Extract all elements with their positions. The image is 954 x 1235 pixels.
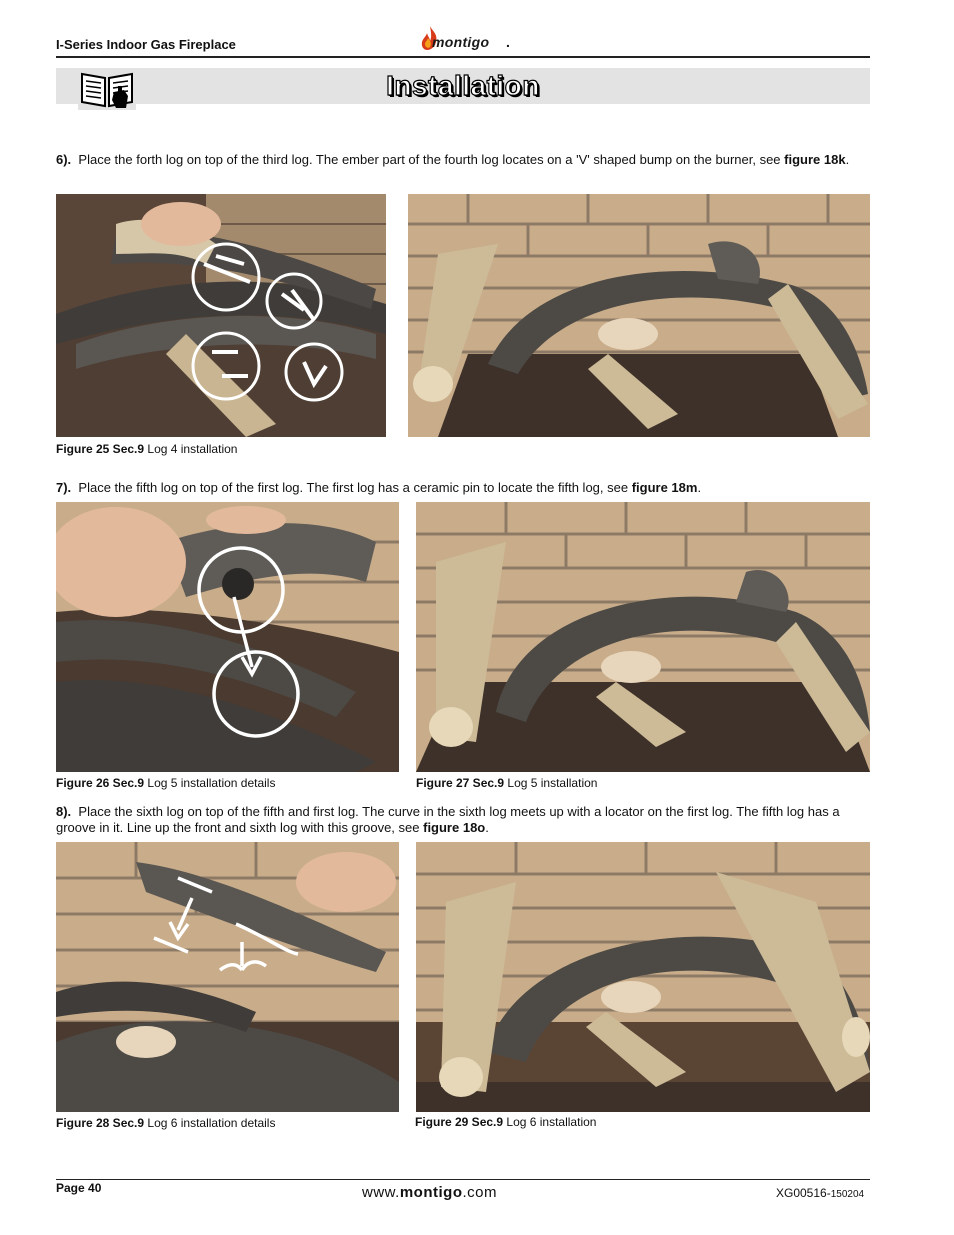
montigo-logo bbox=[418, 24, 518, 54]
header-rule bbox=[56, 56, 870, 58]
footer-rule bbox=[56, 1179, 870, 1180]
figure-28-caption: Figure 28 Sec.9 Log 6 installation details bbox=[56, 1116, 276, 1130]
document-title: I-Series Indoor Gas Fireplace bbox=[56, 37, 236, 52]
figure-29-caption: Figure 29 Sec.9 Log 6 installation bbox=[415, 1115, 597, 1129]
page-number: Page 40 bbox=[56, 1181, 102, 1195]
website-url[interactable]: www.montigo.com bbox=[362, 1184, 498, 1201]
logo-mark: . bbox=[506, 34, 510, 50]
section-title: Installation bbox=[386, 70, 540, 101]
figure-25-caption: Figure 25 Sec.9 Log 4 installation bbox=[56, 442, 238, 456]
step-7-text: 7). Place the fifth log on top of the first log. The first log has a ceramic pin to locate the fifth log, see figure 18m. bbox=[56, 480, 702, 495]
figure-29-photo bbox=[416, 842, 870, 1112]
step-8-text: 8). Place the sixth log on top of the fifth and first log. The curve in the sixth log meets up with a locator on the first log. The fifth log has a groove in it. Line up the front and sixth log with this groove, see figure 18o. bbox=[56, 804, 840, 835]
figure-27-photo bbox=[416, 502, 870, 772]
logo-wordmark: montigo bbox=[432, 34, 490, 50]
figure-25b-photo bbox=[408, 194, 870, 437]
figure-25-photo bbox=[56, 194, 386, 437]
section-banner bbox=[56, 68, 870, 104]
figure-27-caption: Figure 27 Sec.9 Log 5 installation bbox=[416, 776, 598, 790]
document-code: XG00516-150204 bbox=[776, 1186, 865, 1200]
figure-28-photo bbox=[56, 842, 399, 1112]
figure-26-photo bbox=[56, 502, 399, 772]
book-hand-icon bbox=[78, 68, 136, 110]
figure-26-caption: Figure 26 Sec.9 Log 5 installation details bbox=[56, 776, 276, 790]
step-6-text: 6). Place the forth log on top of the third log. The ember part of the fourth log locates on a 'V' shaped bump on the burner, see figure 18k. bbox=[56, 152, 850, 167]
